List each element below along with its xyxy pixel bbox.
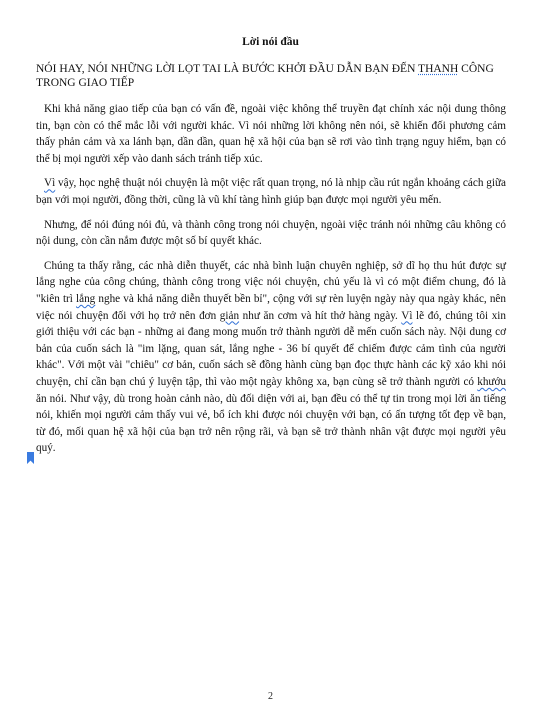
paragraph-2 <box>36 175 506 208</box>
paragraph-4-text-e: như ăn cơm và hít thở hàng ngày. <box>239 309 402 322</box>
paragraph-4 <box>36 258 506 457</box>
paragraph-3: Nhưng, để nói đúng nói đủ, và thành công trong nói chuyện, ngoài việc tránh nói những câu không có nội dung, còn cần nắm được một số bí quyết khác. <box>36 218 506 248</box>
document-body <box>36 101 506 465</box>
spellcheck-word: giản <box>219 309 240 322</box>
paragraph-2-text: vậy, học nghệ thuật nói chuyện là một việc rất quan trọng, nó là nhịp cầu rút ngắn khoảng cách giữa bạn với mọi người, đồng thời, cũng là vũ khí tàng hình giúp bạn được mọi người yêu mến. <box>36 177 506 206</box>
bookmark-icon[interactable] <box>27 452 34 464</box>
paragraph-4-text-c: nghe và khả năng diễn thuyết bền bỉ", cộng với sự rèn luyện ngày này qua ngày khác, nên việc nói chuyện đối với họ trở nên đơn <box>36 292 506 322</box>
spellcheck-word: Vì <box>401 309 413 322</box>
spellcheck-word: khướu <box>477 375 506 388</box>
paragraph-4-text-i: ăn nói. Như vậy, dù trong hoàn cảnh nào, dù đối diện với ai, bạn đều có thể tự tin trong mọi lời ăn tiếng nói, khiến mọi người cảm thấy vui vẻ, bổ ích khi được nói chuyện với bạn, có ấn tượng tốt đẹp về bạn, từ đó, mối quan hệ xã hội của bạn trở nên rộng rãi, và bạn sẽ trở thành nhân vật được mọi người yêu quý. <box>36 392 506 455</box>
heading-text-end: CÔNG TRONG GIAO TIẾP <box>36 63 494 89</box>
spellcheck-word: Vì <box>44 177 56 190</box>
heading-text-flagged: THANH <box>418 63 459 75</box>
spellcheck-word: lắng <box>76 292 96 305</box>
page-number: 2 <box>268 691 273 702</box>
paragraph-4-text-g: lẽ đó, chúng tôi xin giới thiệu với các bạn - những ai đang mong muốn trở thành người dễ mến cuốn sách này. Nội dung cơ bản của cuốn sách là "im lặng, quan sát, lắng nghe - 36 bí quyết để chiếm được cảm tình của người khác". Với một vài "chiêu" cơ bản, cuốn sách sẽ đồng hành cùng bạn đọc thực hành các kỹ xảo khi nói chuyện, chỉ cần bạn chú ý luyện tập, thì vào một ngày không xa, bạn cùng sẽ trở thành người có <box>36 309 506 388</box>
heading-text-start: NÓI HAY, NÓI NHỮNG LỜI LỌT TAI LÀ BƯỚC KHỞI ĐẦU DẪN BẠN ĐẾN <box>36 63 419 75</box>
paragraph-4-text-a: Chúng ta thấy rằng, các nhà diễn thuyết, các nhà bình luận chuyên nghiệp, sở dĩ họ thu hút được sự lắng nghe của công chúng, thành công trong việc nói chuyện, chủ yếu là vì có một điểm chung, đó là "kiên trì <box>36 259 506 305</box>
section-heading <box>36 62 506 90</box>
page-title: Lời nói đầu <box>242 36 299 48</box>
paragraph-1: Khi khả năng giao tiếp của bạn có vấn đề, ngoài việc không thể truyền đạt chính xác nội dung thông tin, bạn còn có thể mắc lỗi với người khác. Vì nói những lời không nên nói, sẽ khiến đối phương cảm thấy phản cảm và xa lánh bạn, dần dần, quan hệ xã hội của bạn sẽ rơi vào tình trạng nguy hiểm, bạn có thể bị mọi người xếp vào danh sách tránh tiếp xúc. <box>36 103 506 165</box>
